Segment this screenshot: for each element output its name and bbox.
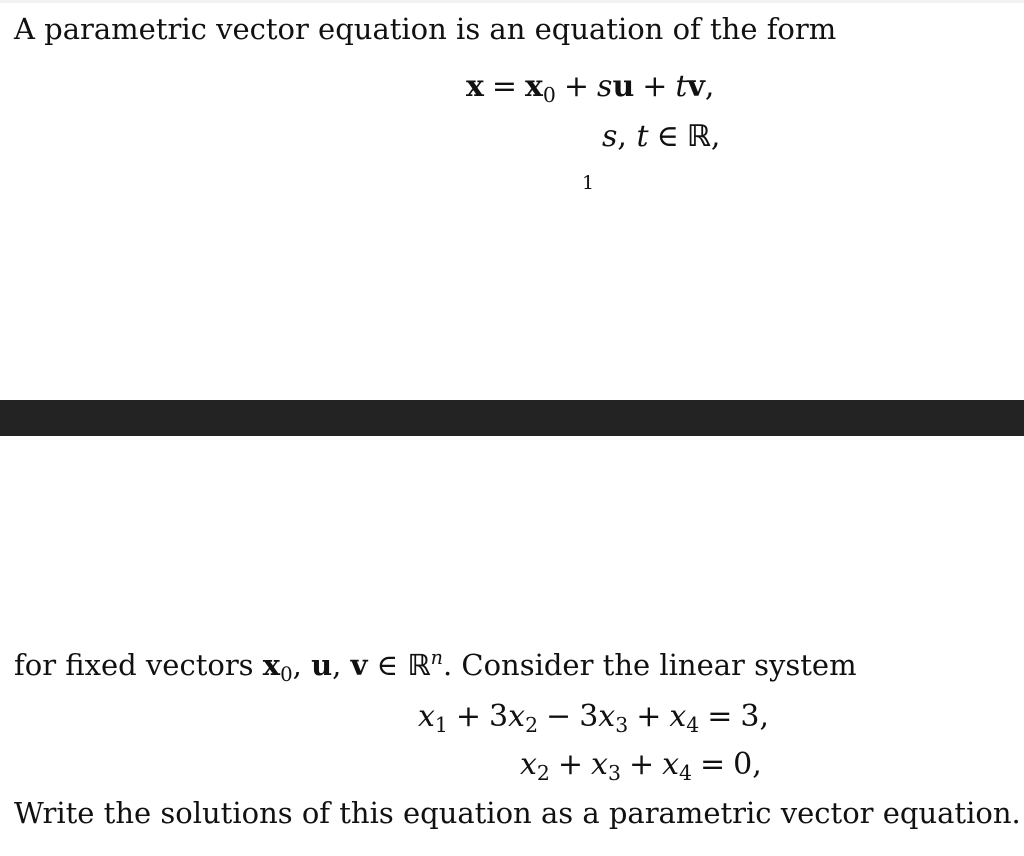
eq1-plus-2: + (642, 69, 668, 104)
sys2-x4-sub: 4 (679, 760, 692, 785)
sys1-equals: = (707, 699, 733, 734)
eq1-s: s (597, 69, 613, 104)
eq2-reals: ℝ (686, 119, 711, 154)
sys1-x2: x (508, 699, 526, 734)
para2-comma-1: , (292, 648, 312, 682)
sys1-op-2: − (546, 699, 572, 734)
sys2-x3-sub: 3 (607, 760, 621, 785)
page-number: 1 (582, 172, 595, 194)
para2-v: v (350, 648, 368, 682)
eq2-comma-2: , (710, 119, 721, 154)
para2-reals: ℝ (407, 648, 431, 682)
equation-parameter-domain (602, 120, 720, 154)
eq1-x0-sub: 0 (542, 82, 556, 107)
para2-in: ∈ (367, 648, 408, 682)
para2-x0-sub: 0 (280, 662, 293, 686)
equation-parametric (466, 70, 714, 106)
sys1-rhs: 3, (740, 699, 769, 734)
para2-u: u (311, 648, 333, 682)
sys2-x4: x (662, 747, 680, 782)
para2-prefix: for fixed vectors (14, 648, 263, 682)
eq2-in: ∈ (656, 119, 679, 154)
eq1-x0: x (525, 69, 543, 104)
eq2-comma-1: , (617, 119, 627, 154)
eq2-s: s (602, 119, 618, 154)
sys1-x3: x (598, 699, 616, 734)
sys1-x4-sub: 4 (686, 712, 700, 737)
intro-paragraph: A parametric vector equation is an equation of the form (14, 12, 837, 46)
sys1-x3-sub: 3 (615, 712, 629, 737)
closing-paragraph: Write the solutions of this equation as a parametric vector equation. (14, 796, 1021, 830)
sys1-x2-sub: 2 (525, 712, 539, 737)
sys2-rhs: 0, (733, 747, 762, 782)
sys2-equals: = (700, 747, 726, 782)
sys1-x4: x (669, 699, 687, 734)
para2-x0: x (262, 648, 281, 682)
system-equation-2 (520, 748, 762, 784)
sys1-op-3: + (636, 699, 662, 734)
eq1-plus-1: + (563, 69, 590, 104)
sys1-x1-sub: 1 (434, 712, 448, 737)
eq1-x: x (466, 69, 484, 104)
sys2-op-2: + (628, 747, 655, 782)
sys2-x3: x (591, 747, 608, 782)
para2-suffix: . Consider the linear system (442, 648, 857, 682)
sys1-op-1: + (455, 699, 482, 734)
eq1-t: t (675, 69, 688, 104)
para2-n: n (430, 646, 443, 670)
sys2-op-1: + (557, 747, 584, 782)
sys2-x2-sub: 2 (536, 760, 550, 785)
top-edge-line (0, 0, 1024, 3)
para2-comma-2: , (332, 648, 351, 682)
system-equation-1 (418, 700, 769, 736)
eq2-t: t (636, 119, 649, 154)
second-paragraph (14, 648, 857, 686)
eq1-comma: , (704, 69, 715, 104)
eq1-u: u (612, 69, 635, 104)
sys1-coef-3: 3 (579, 699, 599, 734)
sys1-coef-2: 3 (489, 699, 509, 734)
eq1-equals: = (491, 69, 518, 104)
sys2-x2: x (520, 747, 537, 782)
page-break-divider (0, 400, 1024, 436)
sys1-x1: x (418, 699, 435, 734)
eq1-v: v (687, 69, 705, 104)
